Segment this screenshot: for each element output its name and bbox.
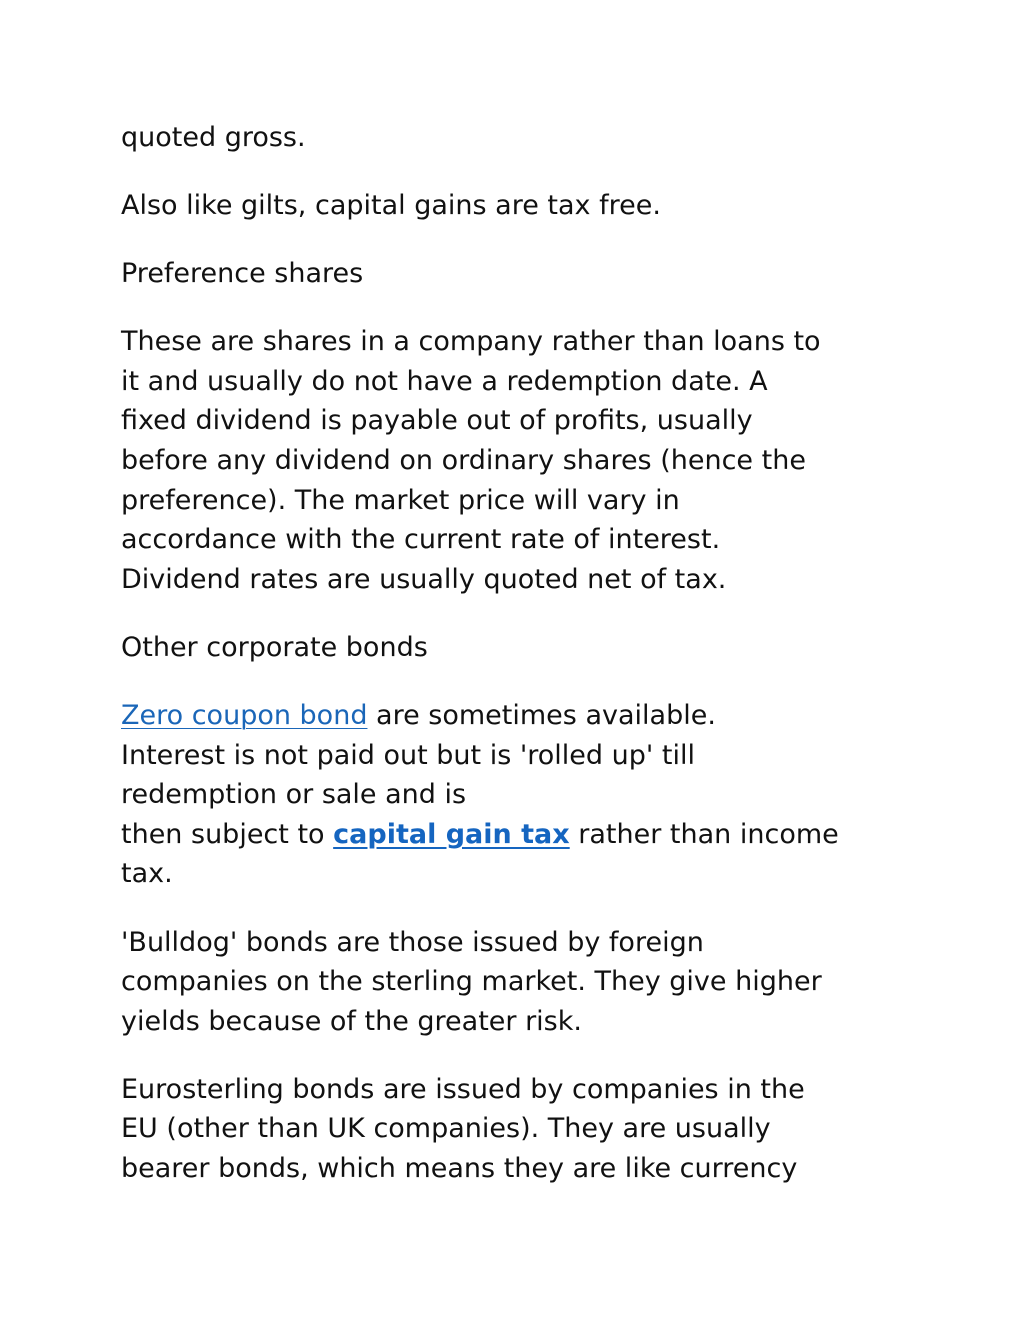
text-line: bearer bonds, which means they are like currency [121,1152,798,1184]
text-line: Interest is not paid out but is 'rolled up' till [121,739,695,771]
text-line: tax. [121,858,173,890]
text-line: redemption or sale and is [121,779,467,811]
text-line: These are shares in a company rather than loans to [121,326,821,358]
text-fragment: rather than income [569,818,839,850]
heading-other-corporate-bonds: Other corporate bonds [121,631,428,663]
capital-gain-tax-link[interactable]: capital gain tax [333,818,570,850]
paragraph-zero-coupon [121,696,921,894]
text-line: 'Bulldog' bonds are those issued by foreign [121,926,704,958]
document-body [121,118,921,1217]
text-line: Eurosterling bonds are issued by companies in the [121,1073,805,1105]
paragraph-preference-shares [121,322,921,599]
paragraph-eurosterling-bonds [121,1070,921,1189]
text-fragment: then subject to [121,818,334,850]
text-line: companies on the sterling market. They give higher [121,966,822,998]
paragraph-bulldog-bonds [121,923,921,1042]
heading-preference-shares: Preference shares [121,258,364,290]
zero-coupon-bond-link[interactable]: Zero coupon bond [121,700,368,732]
text-line: before any dividend on ordinary shares (hence the [121,445,806,477]
text-line: it and usually do not have a redemption date. A [121,365,768,397]
text-line: accordance with the current rate of interest. [121,524,721,556]
text-line: fixed dividend is payable out of profits, usually [121,405,753,437]
text-line: Dividend rates are usually quoted net of tax. [121,563,727,595]
text-line: preference). The market price will vary in [121,484,680,516]
paragraph-quoted-gross: quoted gross. [121,122,306,153]
paragraph-capital-gains: Also like gilts, capital gains are tax free. [121,190,661,222]
text-line: EU (other than UK companies). They are usually [121,1113,771,1145]
text-line: yields because of the greater risk. [121,1005,582,1037]
text-fragment: are sometimes available. [367,700,716,732]
